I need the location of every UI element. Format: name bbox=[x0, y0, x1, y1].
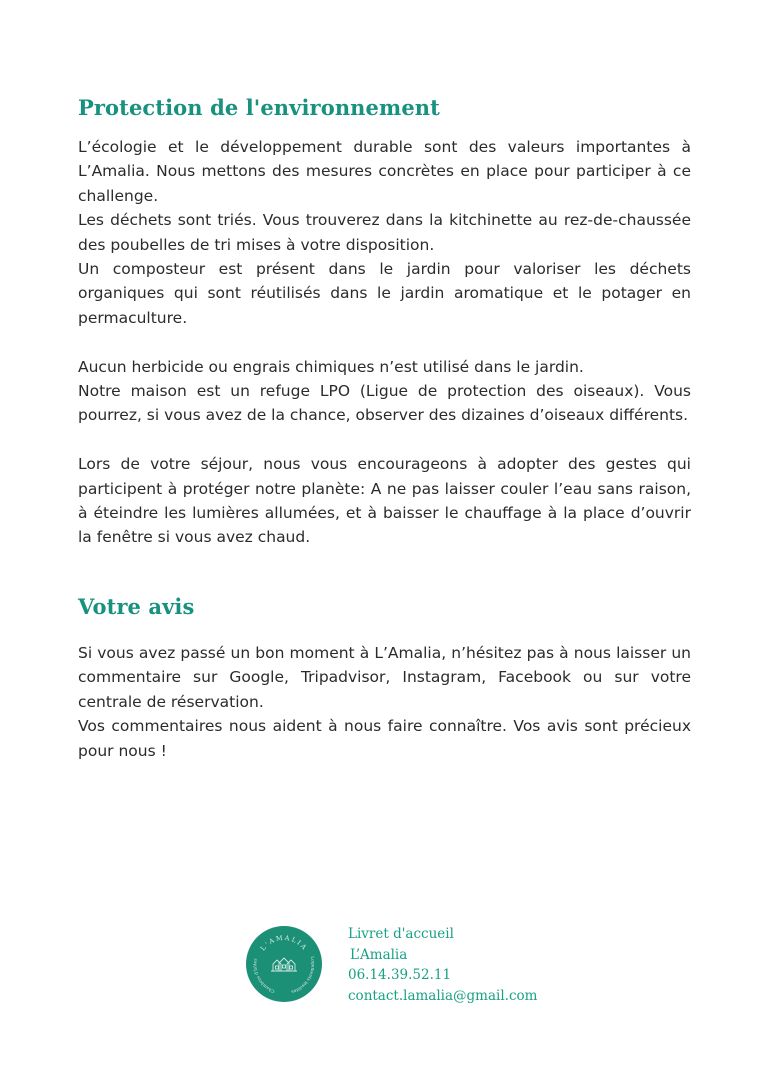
review-section-body bbox=[78, 641, 691, 763]
lamalia-logo bbox=[246, 926, 322, 1002]
paragraph-leave-review: Si vous avez passé un bon moment à L’Amalia, n’hésitez pas à nous laisser un commentaire sur Google, Tripadvisor, Instagram, Facebook ou sur votre centrale de réservation. bbox=[78, 644, 691, 711]
footer-phone[interactable]: 06.14.39.52.11 bbox=[348, 967, 452, 984]
footer-business-name: L’Amalia bbox=[350, 946, 408, 963]
paragraph-ecology: L’écologie et le développement durable sont des valeurs importantes à L’Amalia. Nous mettons des mesures concrètes en place pour participer à ce challenge. bbox=[78, 138, 691, 205]
footer-contact bbox=[348, 924, 537, 1006]
footer-email[interactable]: contact.lamalia@gmail.com bbox=[348, 987, 538, 1004]
logo-right-text: Logements insolites bbox=[290, 955, 315, 994]
house-icon bbox=[271, 958, 297, 971]
paragraph-lpo-refuge: Notre maison est un refuge LPO (Ligue de protection des oiseaux). Vous pourrez, si vous avez de la chance, observer des dizaines d’oiseaux différents. bbox=[78, 382, 691, 425]
paragraph-eco-gestures: Lors de votre séjour, nous vous encourageons à adopter des gestes qui participent à protéger notre planète: A ne pas laisser couler l’eau sans raison, à éteindre les lumières allumées, et à baisser le chauffage à la place d’ouvrir la fenêtre si vous avez chaud. bbox=[78, 455, 691, 547]
logo-top-text: L'AMALIA bbox=[258, 933, 310, 953]
paragraph-composter: Un composteur est présent dans le jardin pour valoriser les déchets organiques qui sont réutilisés dans le jardin aromatique et le potager en permaculture. bbox=[78, 260, 691, 327]
review-section-title: Votre avis bbox=[78, 594, 195, 619]
environment-section-title: Protection de l'environnement bbox=[78, 95, 440, 120]
paragraph-waste-sorting: Les déchets sont triés. Vous trouverez dans la kitchinette au rez-de-chaussée des poubelles de tri mises à votre disposition. bbox=[78, 211, 691, 254]
lamalia-logo-emblem bbox=[246, 926, 322, 1002]
logo-left-text: Chambres d'hôtes bbox=[253, 958, 276, 994]
paragraph-no-herbicide: Aucun herbicide ou engrais chimiques n’est utilisé dans le jardin. bbox=[78, 357, 584, 376]
paragraph-reviews-help: Vos commentaires nous aident à nous faire connaître. Vos avis sont précieux pour nous ! bbox=[78, 717, 691, 760]
footer-booklet-label: Livret d'accueil bbox=[348, 926, 454, 942]
environment-section-body bbox=[78, 135, 691, 550]
